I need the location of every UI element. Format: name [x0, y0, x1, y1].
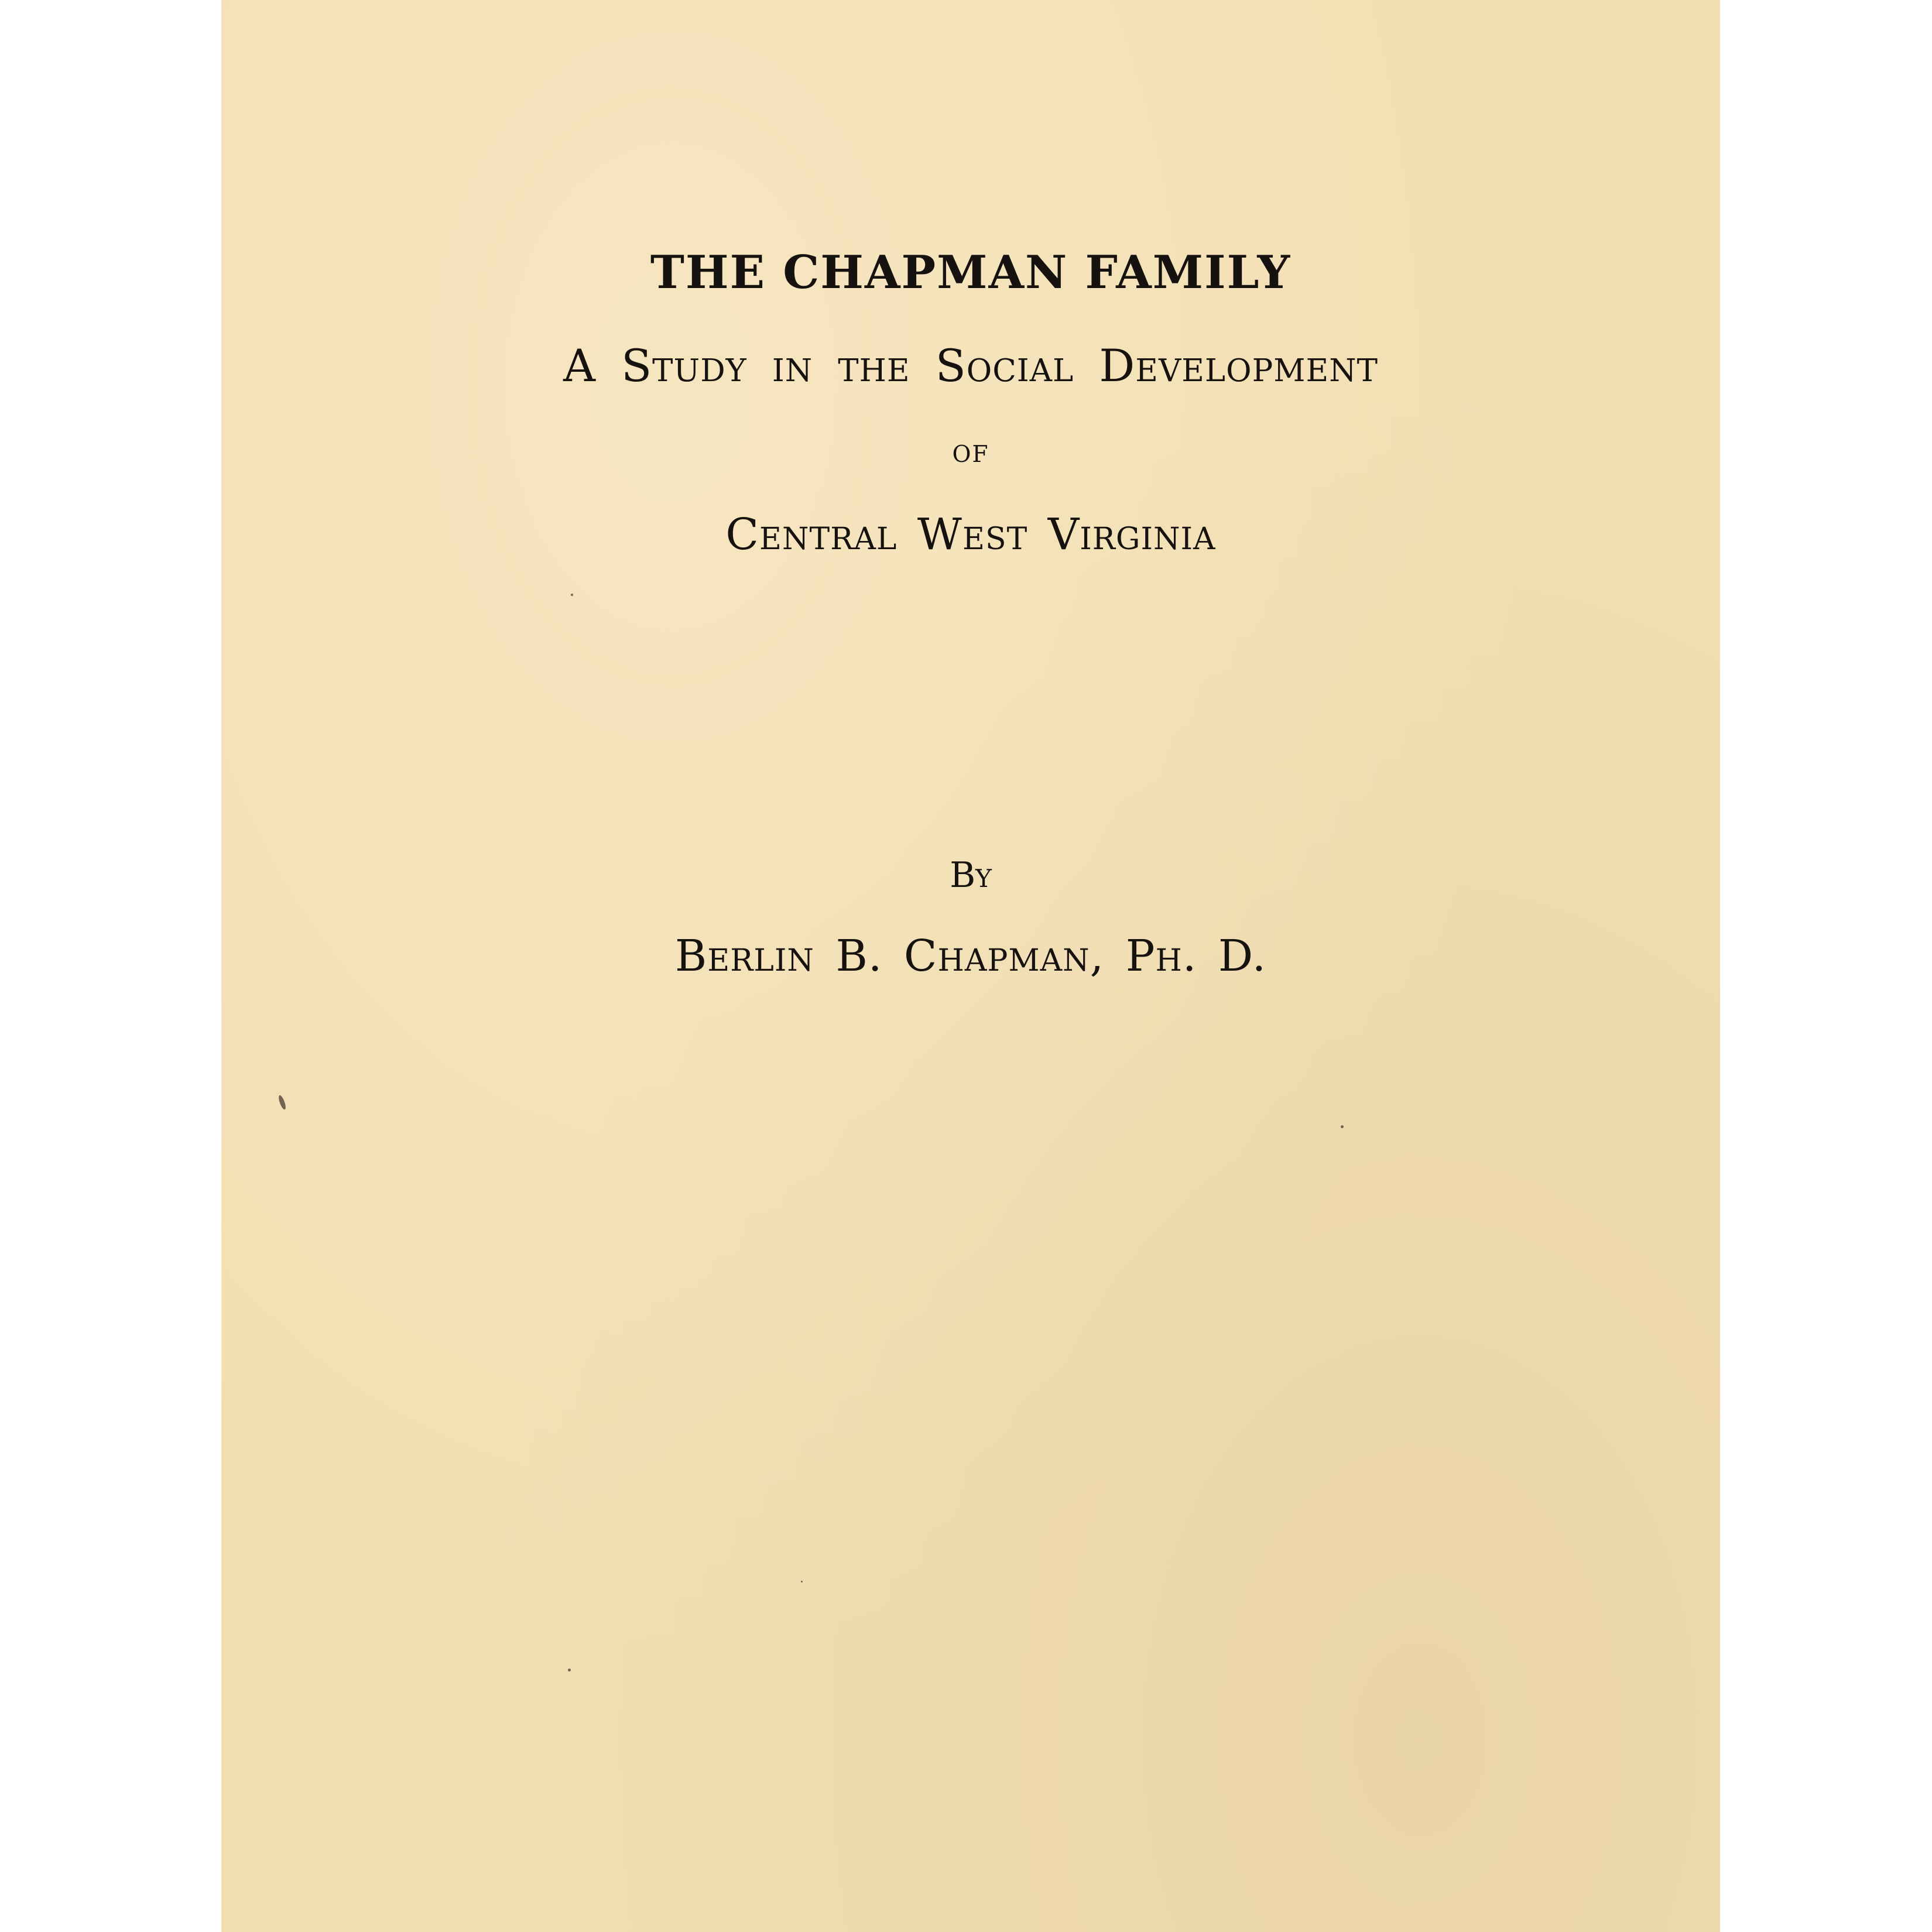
paper-speck: [568, 1669, 571, 1671]
author-name: Berlin B. Chapman, Ph. D.: [674, 931, 1267, 981]
paper-speck: [801, 1581, 803, 1582]
book-place: Central West Virginia: [725, 509, 1216, 560]
book-title: THE CHAPMAN FAMILY: [650, 246, 1292, 299]
paper-speck: [1341, 1125, 1344, 1128]
subtitle-connector: of: [952, 432, 989, 470]
paper-speck: [278, 1094, 287, 1110]
book-subtitle: A Study in the Social Development: [563, 340, 1378, 392]
title-page: [221, 0, 1720, 1932]
paper-speck: [571, 594, 573, 596]
byline: By: [950, 855, 992, 896]
